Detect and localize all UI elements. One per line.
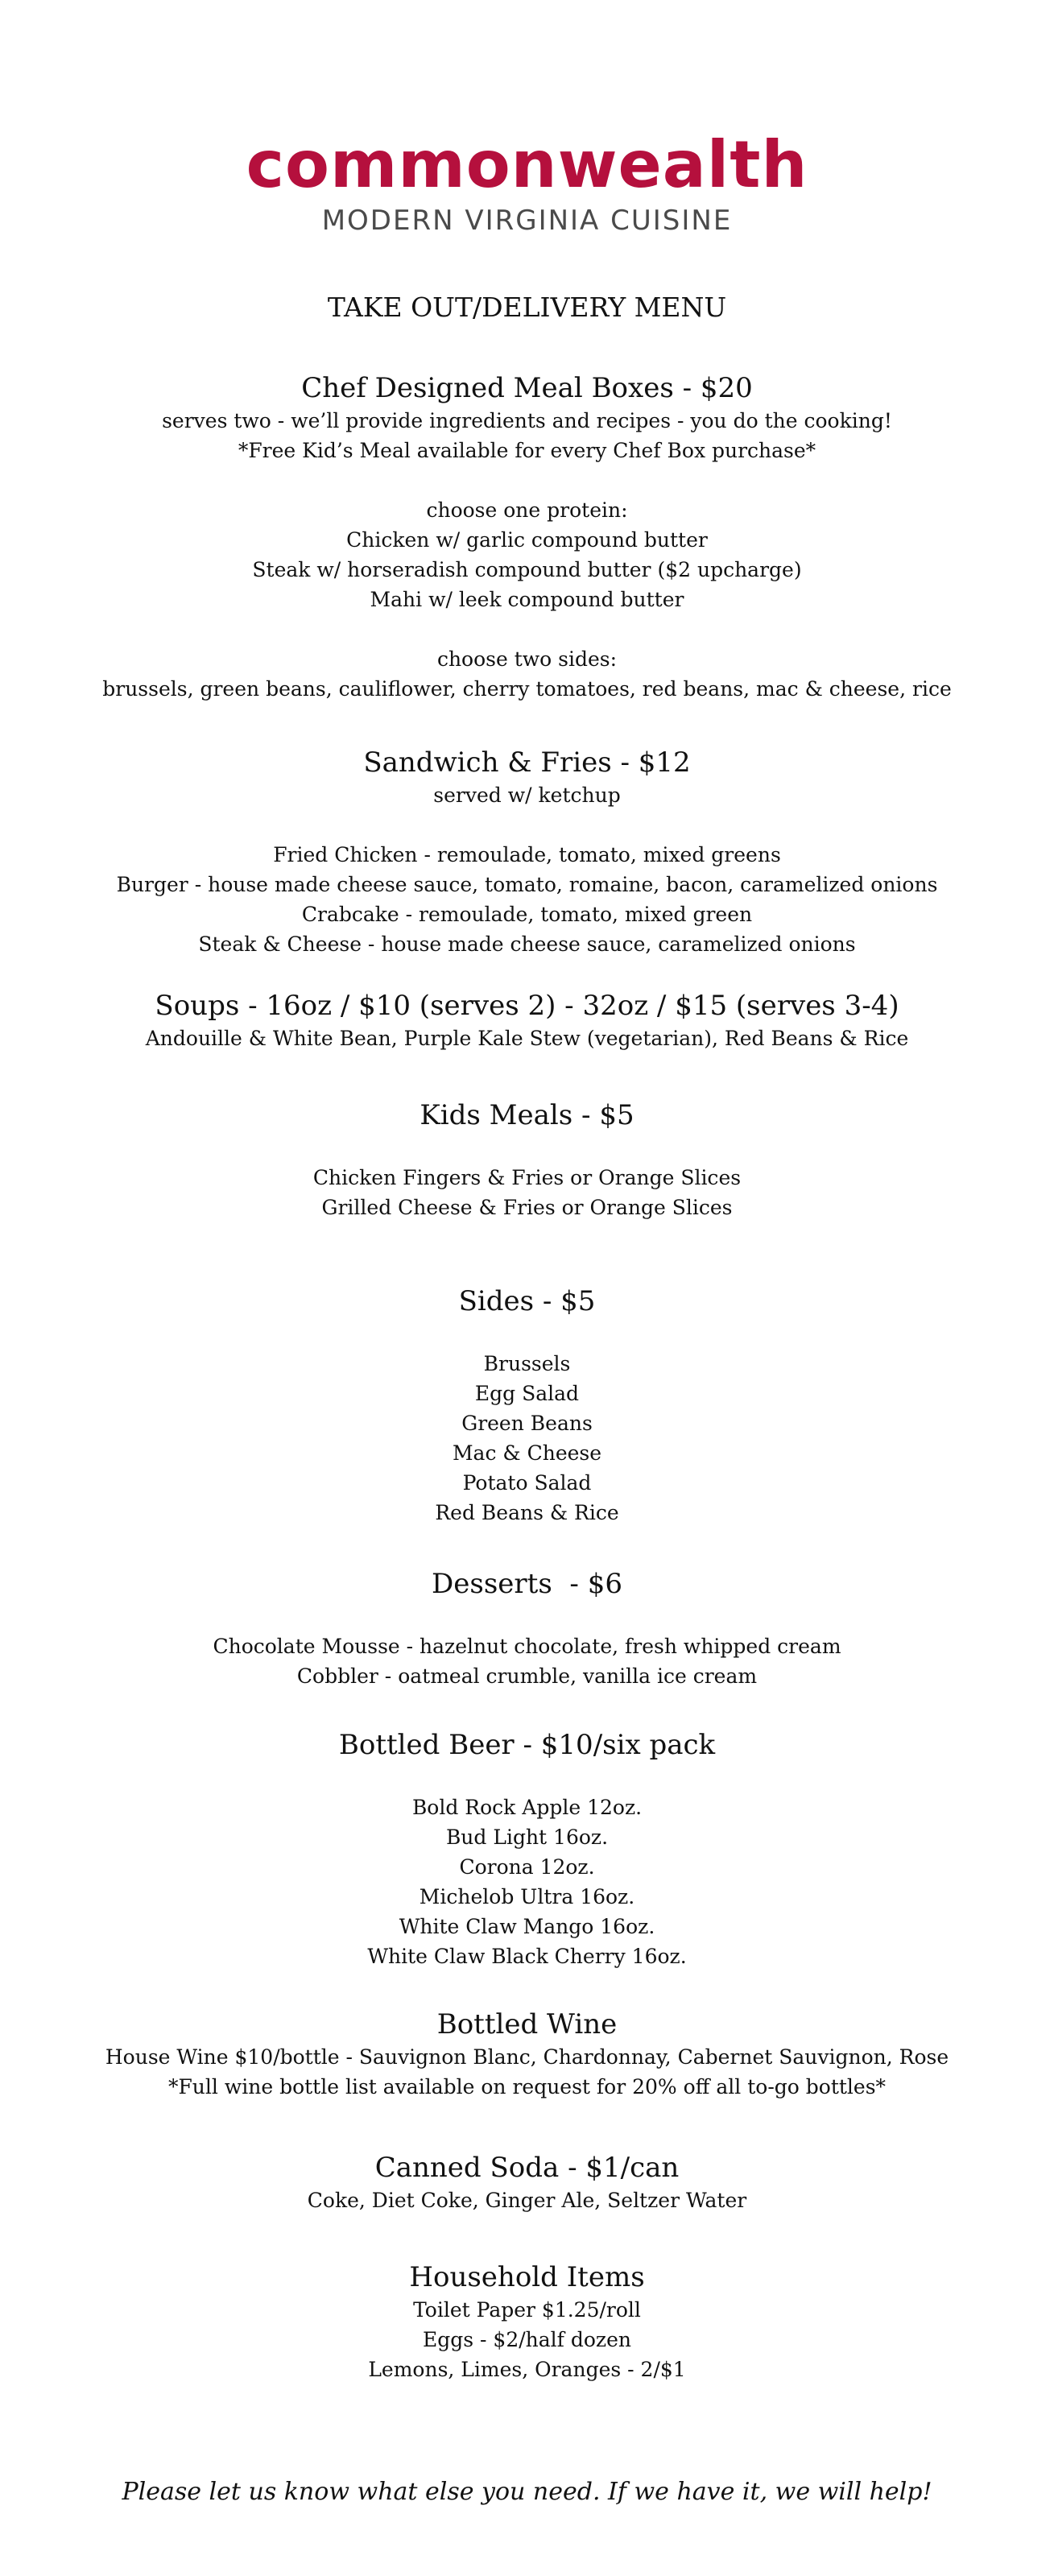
kids-item: Chicken Fingers & Fries or Orange Slices [312, 1166, 742, 1189]
menu-title-block [0, 292, 1054, 324]
soda-section [0, 2150, 1054, 2215]
soups-items: Andouille & White Bean, Purple Kale Stew (vegetarian), Red Beans & Rice [145, 1027, 909, 1050]
beer-item: White Claw Black Cherry 16oz. [367, 1945, 687, 1968]
brand-logo [0, 129, 1054, 237]
side-item: Potato Salad [462, 1471, 592, 1495]
beer-item: Michelob Ultra 16oz. [419, 1885, 635, 1908]
sides-section [0, 1284, 1054, 1528]
sandwich-item: Burger - house made cheese sauce, tomato, romaine, bacon, caramelized onions [116, 873, 938, 896]
chef-box-line: serves two - we’ll provide ingredients and recipes - you do the cooking! [162, 409, 892, 432]
desserts-heading: Desserts - $6 [432, 1568, 622, 1600]
household-section [0, 2260, 1054, 2384]
household-item: Toilet Paper $1.25/roll [413, 2298, 641, 2322]
chef-box-heading: Chef Designed Meal Boxes - $20 [301, 372, 753, 404]
protein-item: Chicken w/ garlic compound butter [346, 528, 708, 552]
soda-heading: Canned Soda - $1/can [374, 2152, 680, 2184]
side-item: Brussels [483, 1352, 571, 1375]
soda-items: Coke, Diet Coke, Ginger Ale, Seltzer Water [307, 2189, 747, 2212]
brand-name: commonwealth [246, 127, 808, 202]
protein-label: choose one protein: [426, 498, 628, 522]
side-item: Mac & Cheese [452, 1441, 602, 1465]
dessert-item: Chocolate Mousse - hazelnut chocolate, fresh whipped cream [213, 1635, 841, 1658]
wine-line: House Wine $10/bottle - Sauvignon Blanc, Chardonnay, Cabernet Sauvignon, Rose [105, 2045, 949, 2069]
sandwich-item: Fried Chicken - remoulade, tomato, mixed greens [273, 843, 781, 866]
kids-item: Grilled Cheese & Fries or Orange Slices [321, 1196, 733, 1219]
menu-title: TAKE OUT/DELIVERY MENU [327, 292, 727, 323]
desserts-section [0, 1566, 1054, 1691]
sides-list: brussels, green beans, cauliflower, cherry tomatoes, red beans, mac & cheese, rice [102, 677, 952, 701]
beer-heading: Bottled Beer - $10/six pack [338, 1729, 716, 1761]
sides-heading: Sides - $5 [458, 1285, 596, 1317]
household-heading: Household Items [409, 2261, 645, 2293]
sandwich-note: served w/ ketchup [433, 784, 621, 807]
sandwich-item: Steak & Cheese - house made cheese sauce, caramelized onions [198, 932, 856, 956]
dessert-item: Cobbler - oatmeal crumble, vanilla ice cream [296, 1664, 758, 1688]
soups-heading: Soups - 16oz / $10 (serves 2) - 32oz / $15 (serves 3-4) [155, 990, 899, 1022]
wine-section [0, 2007, 1054, 2102]
sides-label: choose two sides: [436, 647, 618, 671]
beer-item: Bold Rock Apple 12oz. [411, 1796, 643, 1819]
kids-section [0, 1098, 1054, 1222]
protein-item: Steak w/ horseradish compound butter ($2 upcharge) [252, 558, 802, 581]
brand-tagline: MODERN VIRGINIA CUISINE [321, 205, 733, 237]
wine-line: *Full wine bottle list available on request for 20% off all to-go bottles* [167, 2075, 887, 2098]
chef-box-line: *Free Kid’s Meal available for every Chef Box purchase* [238, 439, 816, 462]
protein-item: Mahi w/ leek compound butter [370, 588, 684, 611]
side-item: Green Beans [461, 1412, 593, 1435]
sandwich-heading: Sandwich & Fries - $12 [363, 746, 691, 779]
side-item: Egg Salad [474, 1382, 580, 1405]
household-item: Lemons, Limes, Oranges - 2/$1 [368, 2358, 686, 2381]
kids-heading: Kids Meals - $5 [420, 1099, 634, 1131]
beer-item: White Claw Mango 16oz. [399, 1915, 655, 1938]
beer-section [0, 1727, 1054, 1971]
chef-box-section [0, 370, 1054, 704]
beer-item: Corona 12oz. [459, 1855, 595, 1879]
household-item: Eggs - $2/half dozen [423, 2328, 631, 2351]
footer-note: Please let us know what else you need. If we have it, we will help! [122, 2478, 932, 2506]
soups-section [0, 988, 1054, 1053]
sandwich-item: Crabcake - remoulade, tomato, mixed green [301, 903, 753, 926]
wine-heading: Bottled Wine [436, 2008, 618, 2041]
sandwich-section [0, 745, 1054, 959]
beer-item: Bud Light 16oz. [445, 1826, 609, 1849]
side-item: Red Beans & Rice [435, 1501, 619, 1524]
footer-block [0, 2476, 1054, 2508]
